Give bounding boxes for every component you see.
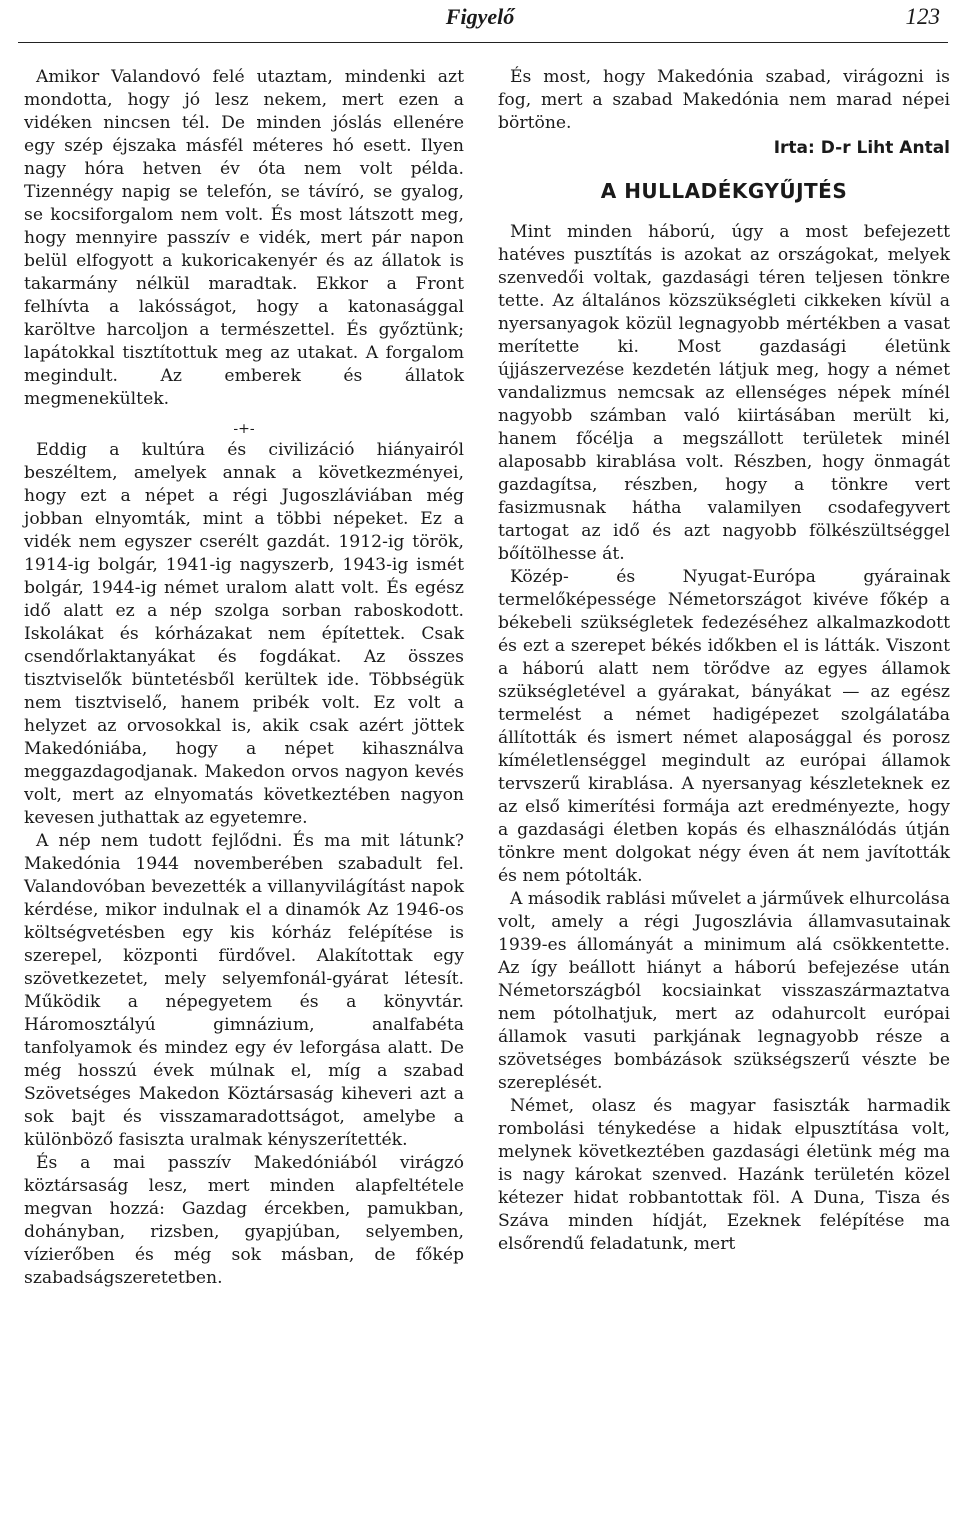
left-paragraph-4: És a mai passzív Makedóniából virágzó köztársaság lesz, mert minden alapfeltétele megvan hozzá: Gazdag ércekben, pamukban, dohányban, rizsben, gyapjúban, selyemben, vízierőben és még sok másban, de főkép szabadságszeretetben. [24,1153,464,1288]
left-paragraph-3: A nép nem tudott fejlődni. És ma mit látunk? Makedónia 1944 novemberében szabadult fel. Valandovóban bevezették a villanyvilágítást napok kérdése, mikor indulnak el a dinamók Az 1946-os költségvetésben egy kis kórház felépítése is szerepel, központi fürdővel. Alakítottak egy szövetkezetet, mely selyemfonál-gyárat létesít. Működik a népegyetem és a könyvtár. Háromosztályú gimnázium, analfabéta tanfolyamok és mindez egy év leforgása alatt. De még hosszú évek múlnak el, míg a szabad Szövetséges Makedon Köztársaság kiheveri azt a sok bajt és visszamaradottságot, amelybe a különböző fasiszta uralmak kényszerítették. [24,831,464,1150]
right-paragraph-1: Mint minden háború, úgy a most befejezett hatéves pusztítás is azokat az országokat, melyek szenvedői voltak, gazdasági téren teljesen tönkre tette. Az általános közszükségleti cikkeken kívül a nyersanyagok közül legnagyobb mértékben a vasat merítette ki. Most gazdasági életünk újjászervezése kezdetén látjuk meg, hogy a német vandalizmus nemcsak az ellenséges népek mínél nagyobb számban való kiirtásában merült ki, hanem főcélja a megszállott területek minél alaposabb kirablása volt. Részben, hogy önmagát gazdagítsa, részben, hogy a tönkre vert fasizmusnak hátha valamilyen csodafegyvert tartogat az idő és azt nagyobb fölkészültséggel bőítölhesse át. [498,222,950,564]
page-header [0,2,960,34]
left-paragraph-2: Eddig a kultúra és civilizáció hiányairól beszéltem, amelyek annak a következményei, hogy ezt a népet a régi Jugoszláviában még jobban elnyomták, mint a többi népeket. Ez a vidék nem egyszer cserélt gazdát. 1912-ig török, 1914-ig bolgár, 1941-ig nagyszerb, 1943-ig ismét bolgár, 1944-ig német uralom alatt volt. És egész idő alatt ez a nép szolga sorban raboskodott. Iskolákat és kórházakat nem építettek. Csak csendőrlaktanyákat és fogdákat. Az összes tisztviselők büntetésből kerültek ide. Többségük nem tisztviselő, hanem pribék volt. Ez volt a helyzet az orvosokkal is, akik csak azért jöttek Makedóniába, hogy a népet kihasználva meggazdagodjanak. Makedon orvos nagyon kevés volt, mert az elnyomatás következtében nagyon kevesen juthattak az egyetemre. [24,440,464,828]
right-paragraph-3: A második rablási művelet a járművek elhurcolása volt, amely a régi Jugoszlávia államvasutainak 1939-es állományát a minimum alá csökkentette. Az így beállott hiányt a háború befejezése után Németországból kocsiainkat visszaszármaztatva nem pótolhatjuk, mert az odahurcolt európai államok vasuti parkjának legnagyobb része a szövetséges bombázások szükségszerű vészte be szereplését. [498,889,950,1093]
page-number: 123 [905,4,940,29]
right-paragraph-2: Közép- és Nyugat-Európa gyárainak termelőképessége Németországot kivéve főkép a békebeli szükségletek fedezéséhez alkalmazkodott és ezt a szerepet békés időkben el is látták. Viszont a háború alatt nem törődve az egyes államok szükségletével a gyárakat, bányákat — az egész termelést a német hadigépezet szolgálatába állították és ismert német alaposággal és porosz kíméletlenséggel megindult az európai államok tervszerű kirablása. A nyersanyag készleteknek ez az első kimerítési formája azt eredményezte, hogy a gazdasági életben kopás és elhasználódás útján tönkre ment dolgokat négy éven át nem javították és nem pótolták. [498,567,950,886]
article-title: A HULLADÉKGYŰJTÉS [600,179,848,203]
section-separator: -+- [233,421,255,437]
left-column [24,66,464,1290]
right-column [498,66,950,1256]
left-paragraph-1: Amikor Valandovó felé utaztam, mindenki azt mondotta, hogy jó lesz nekem, mert ezen a vidéken nincsen tél. De minden jóslás ellenére egy szép éjszaka másfél méteres hó esett. Ilyen nagy hóra hetven év óta nem volt példa. Tizennégy napig se telefón, se távíró, se gyalog, se kocsiforgalom nem volt. És most látszott meg, hogy mennyire passzív e vidék, mert pár napon belül elfogyott a kukoricakenyér és az állatok is takarmány nélkül maradtak. Ekkor a Front felhívta a lakósságot, hogy a katonasággal karöltve harcoljon a természettel. És győztünk; lapátokkal tisztítottuk meg az utakat. A forgalom megindult. Az emberek és állatok megmenekültek. [24,67,464,409]
right-paragraph-4: Német, olasz és magyar fasiszták harmadik rombolási ténykedése a hidak elpusztítása volt, melynek következtében gazdasági életünk még ma is nagy károkat szenved. Hazánk területén közel kétezer hidat robbantottak föl. A Duna, Tisza és Száva minden hídját, Ezeknek felépítése ma elsőrendű feladatunk, mert [498,1096,950,1254]
header-rule [18,42,948,43]
article-author: Irta: D-r Liht Antal [773,138,950,158]
journal-title: Figyelő [445,4,515,29]
right-opening-paragraph: És most, hogy Makedónia szabad, virágozni is fog, mert a szabad Makedónia nem marad népei börtöne. [498,67,950,133]
